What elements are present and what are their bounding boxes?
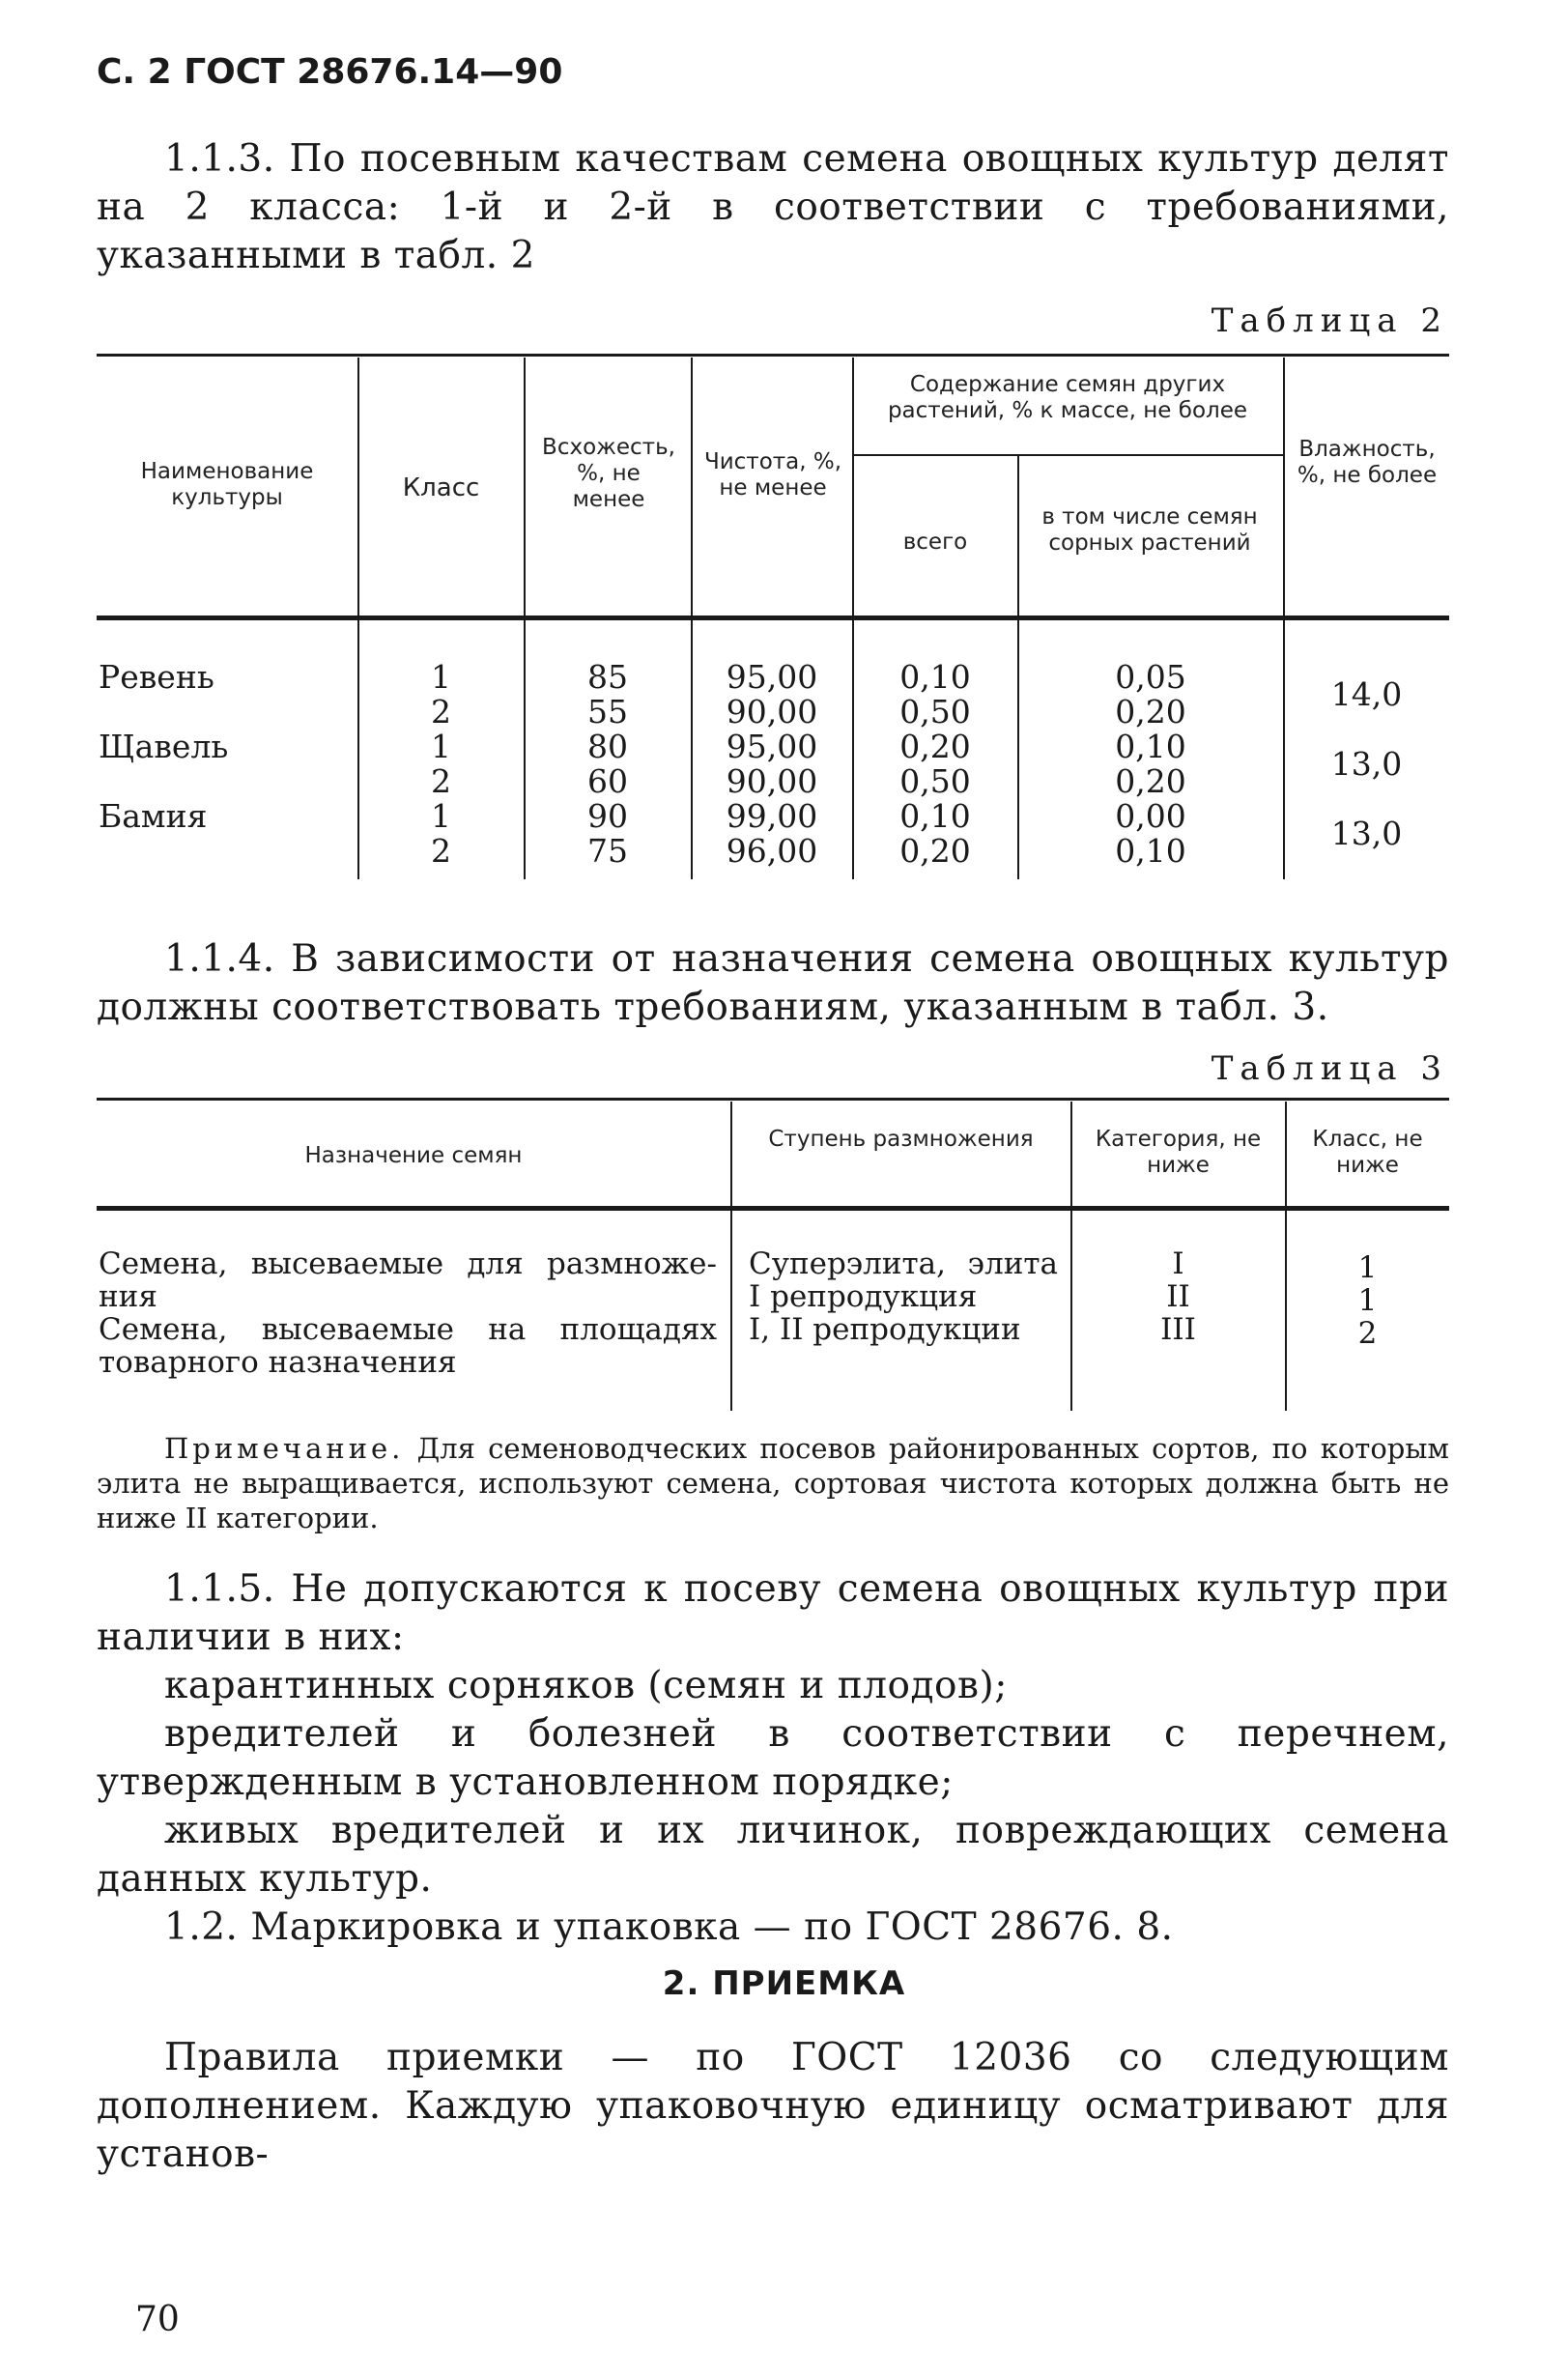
- purity-cell: 90,00: [726, 762, 818, 800]
- total-cell: 0,10: [899, 797, 971, 835]
- class-cell: 2: [431, 762, 451, 800]
- germination-cell: 55: [587, 693, 628, 730]
- header-crop-name: Наименование культуры: [140, 459, 314, 510]
- table-3-header-rule: [97, 1206, 1449, 1211]
- purpose-cell: Семена, высеваемые для размноже-: [99, 1246, 717, 1281]
- table-2-subheader-rule: [853, 454, 1283, 456]
- weed-seeds-cell: 0,10: [1115, 832, 1186, 870]
- weed-seeds-cell: 0,20: [1115, 693, 1186, 730]
- total-cell: 0,50: [899, 693, 971, 730]
- header-class: Класс: [402, 473, 480, 502]
- crop-name-cell: Ревень: [99, 658, 214, 696]
- header-other-seeds: Содержание семян других растений, % к массе, не более: [887, 372, 1248, 423]
- crop-name-cell: Бамия: [99, 797, 208, 835]
- paragraph-1-2: 1.2. Маркировка и упаковка — по ГОСТ 28676. 8.: [164, 1905, 1174, 1949]
- purity-cell: 99,00: [726, 797, 818, 835]
- purpose-cell: Семена, высеваемые на площадях: [99, 1312, 717, 1347]
- purpose-cell: товарного назначения: [99, 1345, 457, 1380]
- total-cell: 0,50: [899, 762, 971, 800]
- class-cell: 1: [431, 797, 451, 835]
- list-item: вредителей и болезней в соответствии с перечнем, утвержденным в установленном порядке;: [97, 1712, 1449, 1804]
- purity-cell: 96,00: [726, 832, 818, 870]
- germination-cell: 75: [587, 832, 628, 870]
- note-text: Для семеноводческих посевов районированных сортов, по которым элита не выращивается, используют семена, сортовая чистота которых должна быть не ниже II категории.: [97, 1432, 1449, 1534]
- paragraph-1-1-3: 1.1.3. По посевным качествам семена овощных культур делят на 2 класса: 1-й и 2-й в соответствии с требованиями, указанными в табл. 2: [97, 137, 1449, 277]
- header-purity: Чистота, %, не менее: [703, 449, 842, 501]
- moisture-cell: 14,0: [1330, 675, 1403, 713]
- table-2-label: Таблица 2: [1211, 301, 1448, 340]
- header-class-min: Класс, не ниже: [1312, 1127, 1423, 1178]
- class-cell: 2: [1357, 1316, 1378, 1351]
- class-cell: 1: [431, 728, 451, 765]
- section-title: 2. ПРИЕМКА: [662, 1964, 906, 2003]
- header-propagation-stage: Ступень размножения: [768, 1127, 1034, 1152]
- page-number: 70: [135, 2300, 180, 2339]
- table-3-top-rule: [97, 1098, 1449, 1101]
- table-2-col-divider: [1283, 358, 1285, 879]
- class-cell: 1: [431, 658, 451, 696]
- category-cell: I: [1172, 1246, 1184, 1281]
- class-cell: 1: [1357, 1283, 1378, 1318]
- class-cell: 2: [431, 832, 451, 870]
- moisture-cell: 13,0: [1330, 745, 1403, 783]
- class-cell: 1: [1357, 1250, 1378, 1285]
- header-moisture: Влажность, %, не более: [1297, 437, 1438, 488]
- purpose-cell: ния: [99, 1279, 157, 1314]
- header-total: всего: [902, 530, 968, 555]
- paragraph-1-1-5-intro: 1.1.5. Не допускаются к посеву семена овощных культур при наличии в них:: [97, 1567, 1449, 1659]
- crop-name-cell: Щавель: [99, 728, 229, 765]
- table-2-header-rule: [97, 616, 1449, 620]
- stage-cell: Суперэлита, элита: [749, 1246, 1058, 1281]
- table-2-top-rule: [97, 354, 1449, 357]
- header-seed-purpose: Назначение семян: [304, 1143, 523, 1168]
- class-cell: 2: [431, 693, 451, 730]
- table-3-note: [97, 1431, 1449, 1535]
- paragraph-2: Правила приемки — по ГОСТ 12036 со следующим дополнением. Каждую упаковочную единицу осматривают для установ-: [97, 2036, 1449, 2176]
- total-cell: 0,10: [899, 658, 971, 696]
- purity-cell: 95,00: [726, 728, 818, 765]
- purity-cell: 90,00: [726, 693, 818, 730]
- weed-seeds-cell: 0,00: [1115, 797, 1186, 835]
- weed-seeds-cell: 0,20: [1115, 762, 1186, 800]
- total-cell: 0,20: [899, 728, 971, 765]
- germination-cell: 90: [587, 797, 628, 835]
- page-header: С. 2 ГОСТ 28676.14—90: [97, 52, 563, 92]
- note-lead: Примечание.: [164, 1432, 405, 1465]
- weed-seeds-cell: 0,10: [1115, 728, 1186, 765]
- germination-cell: 85: [587, 658, 628, 696]
- stage-cell: I репродукция: [749, 1279, 978, 1314]
- list-item: живых вредителей и их личинок, повреждающих семена данных культур.: [97, 1809, 1449, 1901]
- list-item: карантинных сорняков (семян и плодов);: [164, 1664, 1008, 1707]
- header-germination: Всхожесть, %, не менее: [542, 435, 675, 512]
- moisture-cell: 13,0: [1330, 815, 1403, 852]
- weed-seeds-cell: 0,05: [1115, 658, 1186, 696]
- category-cell: III: [1160, 1312, 1196, 1347]
- category-cell: II: [1166, 1279, 1190, 1314]
- paragraph-1-1-4: 1.1.4. В зависимости от назначения семена овощных культур должны соответствовать требованиям, указанным в табл. 3.: [97, 937, 1449, 1029]
- stage-cell: I, II репродукции: [749, 1312, 1021, 1347]
- table-3-label: Таблица 3: [1211, 1049, 1448, 1088]
- header-category: Категория, не ниже: [1095, 1127, 1262, 1178]
- total-cell: 0,20: [899, 832, 971, 870]
- germination-cell: 80: [587, 728, 628, 765]
- germination-cell: 60: [587, 762, 628, 800]
- header-weed-seeds: в том числе семян сорных растений: [1041, 504, 1258, 556]
- purity-cell: 95,00: [726, 658, 818, 696]
